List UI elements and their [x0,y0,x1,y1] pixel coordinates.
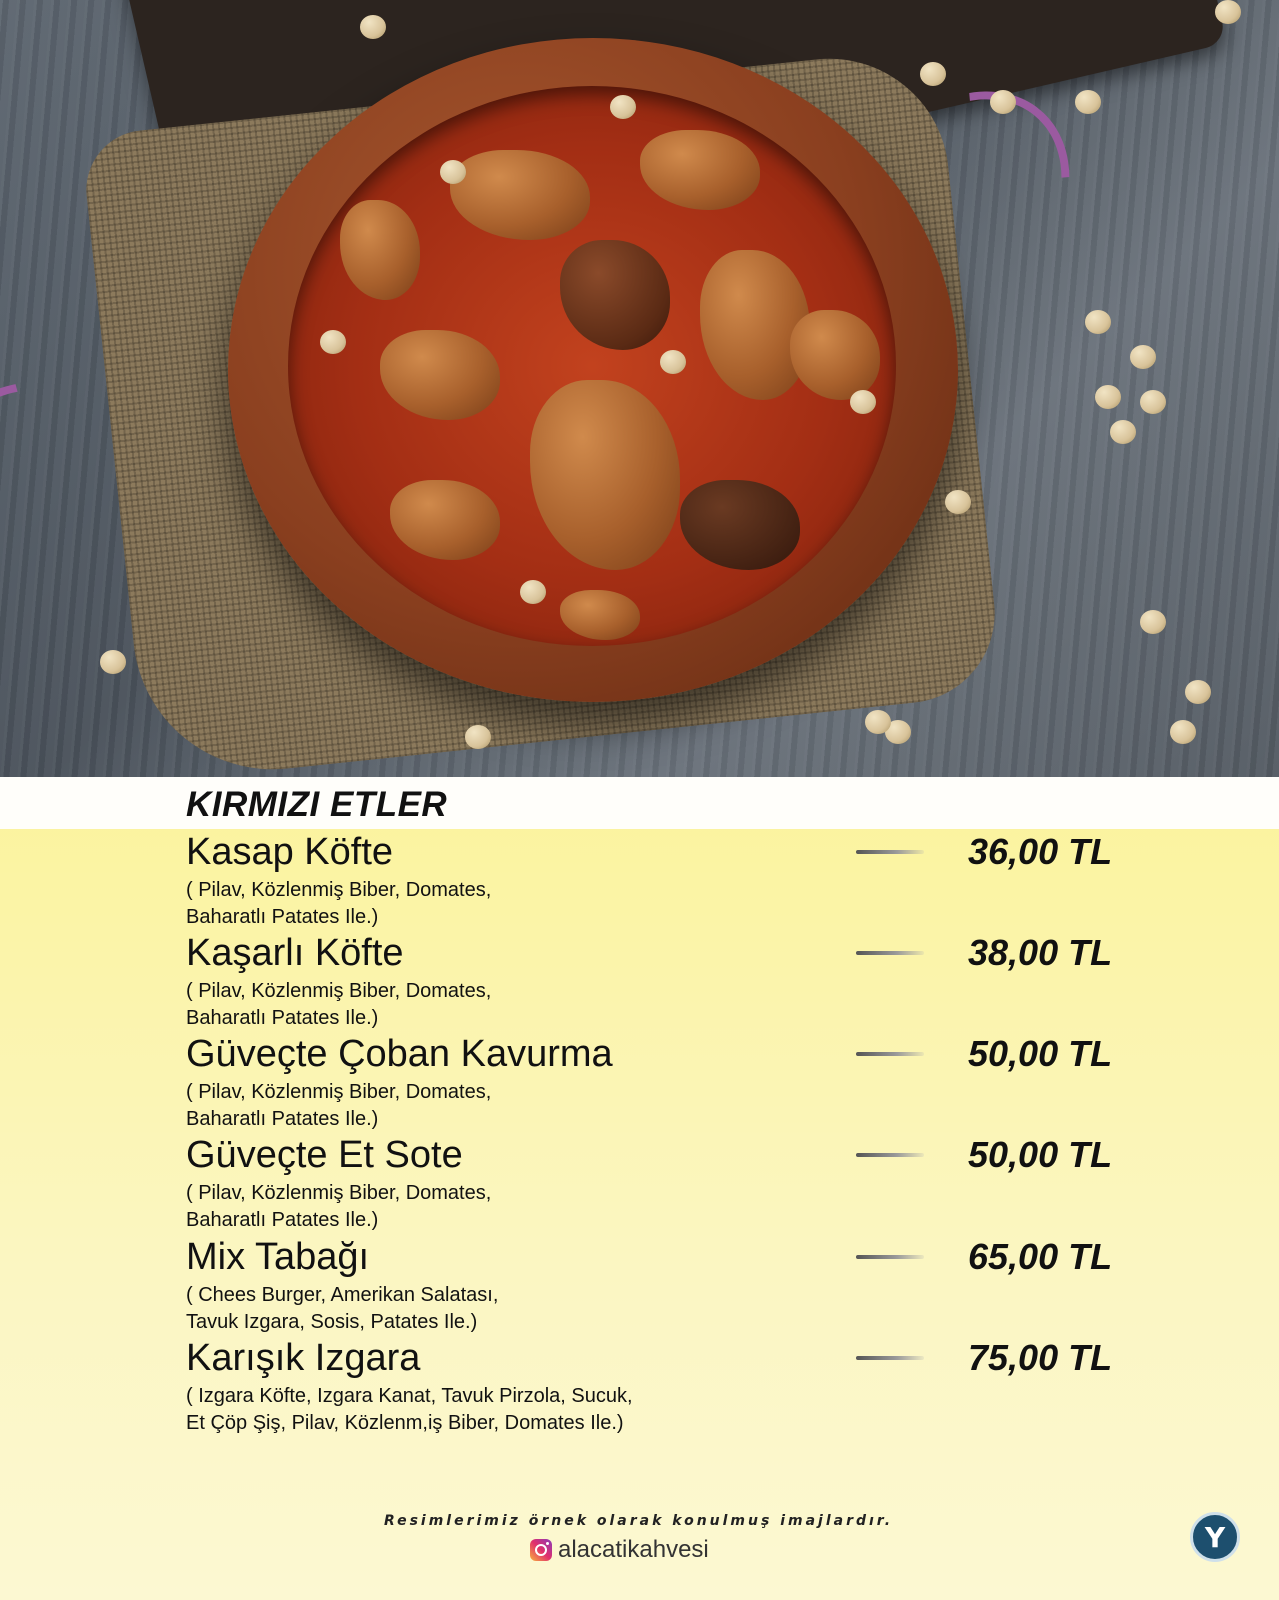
item-price: 65,00 TL [968,1236,1113,1277]
chickpea [1095,385,1121,409]
logo-mark-icon: Y [1204,1521,1226,1554]
item-price: 50,00 TL [968,1033,1113,1074]
price-dash [856,951,924,955]
section-title: KIRMIZI ETLER [186,785,448,824]
chickpea [920,62,946,86]
chickpea [1085,310,1111,334]
item-description: ( Pilav, Közlenmiş Biber, Domates, Baharatlı Patates Ile.) [186,1182,492,1231]
menu-item [186,1134,1206,1230]
chickpea [320,330,346,354]
chickpea [1110,420,1136,444]
item-name: Kasap Köfte [186,831,394,873]
item-description: ( Izgara Köfte, Izgara Kanat, Tavuk Pirzola, Sucuk, Et Çöp Şiş, Pilav, Közlenm,iş Biber, Domates Ile.) [186,1385,633,1434]
chickpea [360,15,386,39]
item-name: Güveçte Et Sote [186,1134,463,1176]
chickpea [660,350,686,374]
chickpea [990,90,1016,114]
chickpea [100,650,126,674]
item-description: ( Pilav, Közlenmiş Biber, Domates, Baharatlı Patates Ile.) [186,879,492,928]
dish-photo [0,0,1279,777]
brand-logo [1190,1512,1240,1562]
chickpea [1215,0,1241,24]
item-name: Kaşarlı Köfte [186,932,404,974]
instagram-icon [530,1539,552,1561]
item-price: 75,00 TL [968,1337,1113,1378]
instagram-handle: alacatikahvesi [558,1536,709,1563]
chickpea [850,390,876,414]
item-price: 50,00 TL [968,1134,1113,1175]
item-name: Mix Tabağı [186,1236,370,1278]
chickpea [1140,610,1166,634]
chickpea [610,95,636,119]
item-description: ( Pilav, Közlenmiş Biber, Domates, Baharatlı Patates Ile.) [186,1081,492,1130]
price-dash [856,1255,924,1259]
menu-item [186,1236,1206,1332]
price-dash [856,850,924,854]
disclaimer-note: Resimlerimiz örnek olarak konulmuş imajlardır. [384,1513,894,1529]
chickpea [1170,720,1196,744]
menu-item [186,932,1206,1028]
chickpea [1185,680,1211,704]
chickpea [440,160,466,184]
chickpea [1140,390,1166,414]
menu-item [186,1033,1206,1129]
item-description: ( Pilav, Közlenmiş Biber, Domates, Baharatlı Patates Ile.) [186,980,492,1029]
price-dash [856,1153,924,1157]
chickpea [865,710,891,734]
menu-item [186,831,1206,927]
price-dash [856,1356,924,1360]
chickpea [1130,345,1156,369]
item-name: Güveçte Çoban Kavurma [186,1033,613,1075]
item-price: 36,00 TL [968,831,1113,872]
item-description: ( Chees Burger, Amerikan Salatası, Tavuk Izgara, Sosis, Patates Ile.) [186,1284,499,1333]
chickpea [1075,90,1101,114]
price-dash [856,1052,924,1056]
item-name: Karışık Izgara [186,1337,421,1379]
chickpea [465,725,491,749]
item-price: 38,00 TL [968,932,1113,973]
chickpea [520,580,546,604]
menu-item [186,1337,1206,1433]
chickpea [945,490,971,514]
instagram-link[interactable] [530,1535,709,1565]
